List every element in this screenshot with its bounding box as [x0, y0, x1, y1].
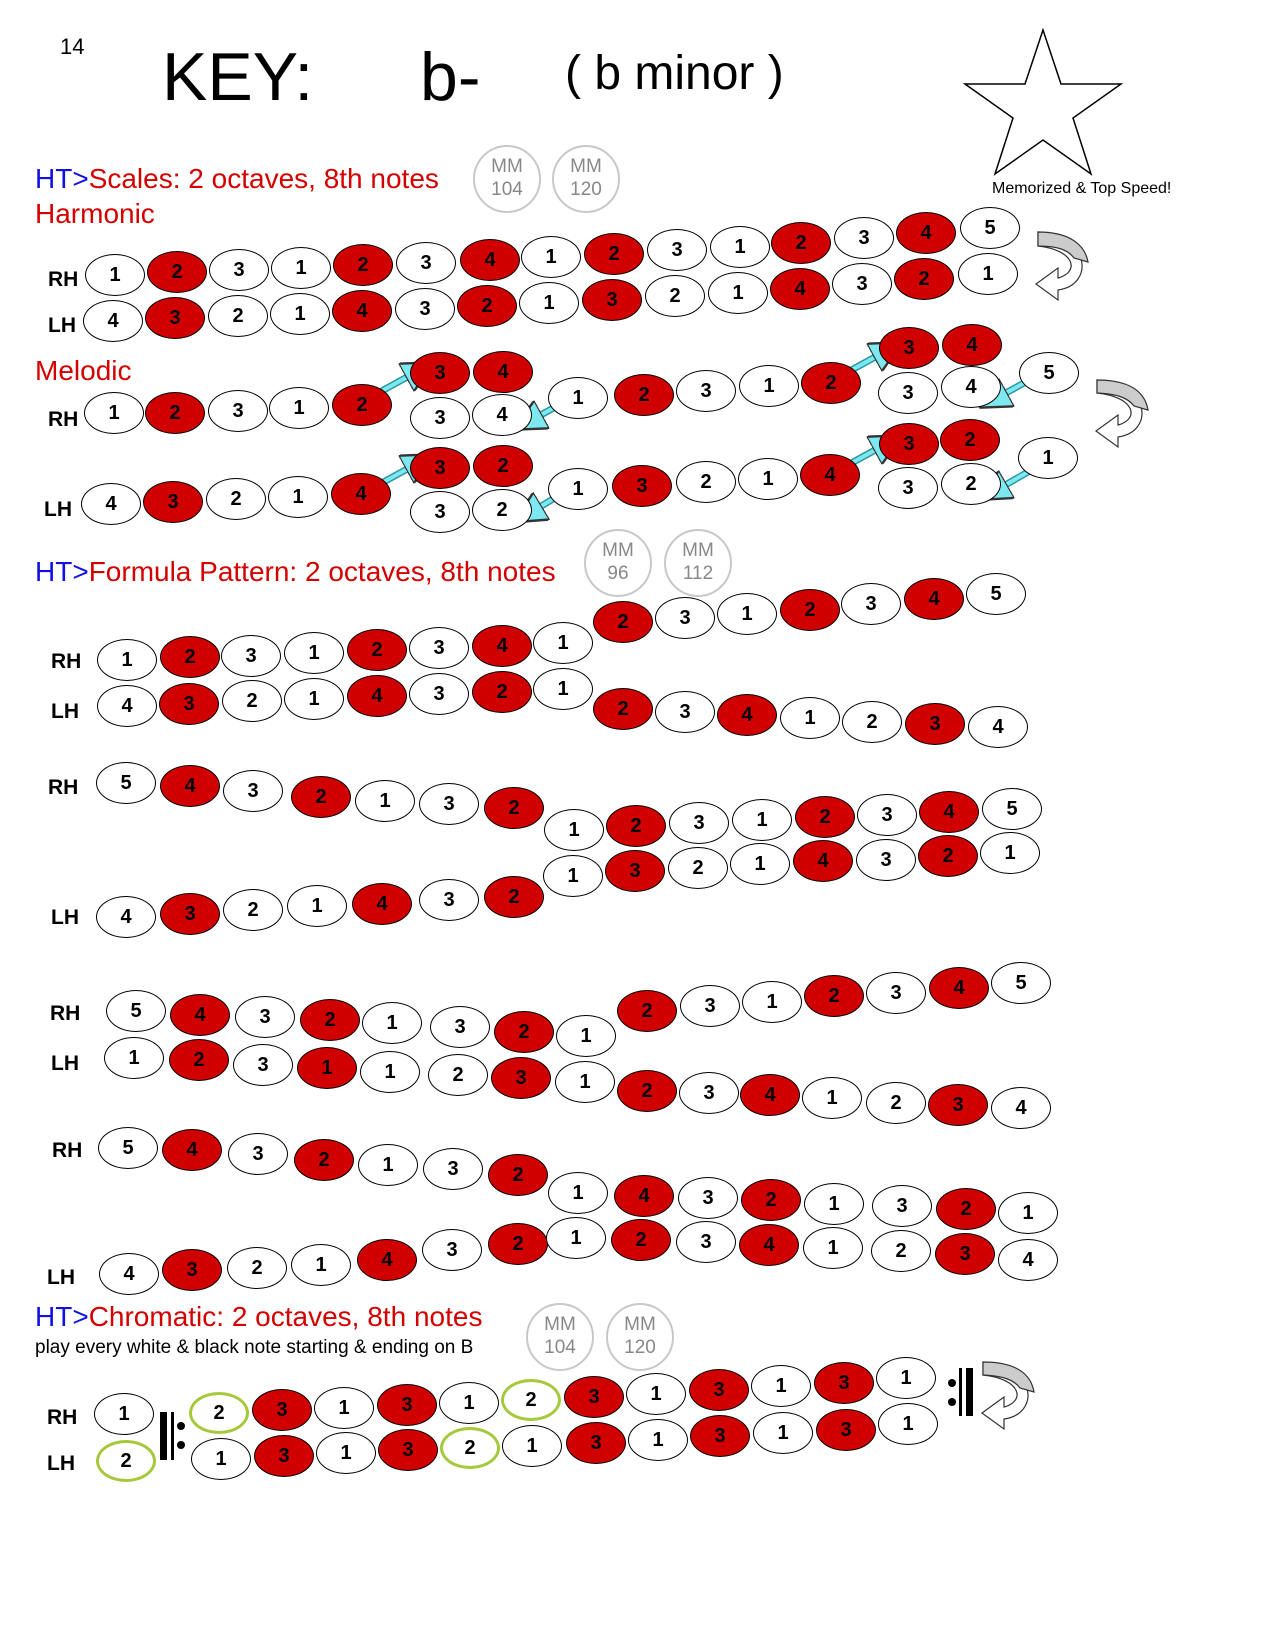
mm-badge-formula-2: MM 112	[664, 529, 732, 597]
formula-2-lh-note: 2	[668, 847, 728, 889]
formula-4-lh-note: 4	[739, 1224, 799, 1266]
melodic-lh-note: 2	[941, 463, 1001, 505]
harmonic-rh-note: 4	[896, 212, 956, 254]
chromatic-rh-note: 3	[377, 1384, 437, 1426]
rh-label: RH	[48, 776, 79, 799]
formula-3-lh-note: 2	[617, 1070, 677, 1112]
formula-4-lh-note: 1	[291, 1244, 351, 1286]
chromatic-lh-note: 3	[378, 1429, 438, 1471]
formula-3-rh-note: 1	[362, 1002, 422, 1044]
formula-3-rh-note: 5	[106, 990, 166, 1032]
formula-1-rh-note: 4	[472, 625, 532, 667]
key-name: b-	[420, 39, 481, 115]
formula-1-lh-note: 2	[593, 688, 653, 730]
formula-1-lh-note: 2	[842, 701, 902, 743]
formula-3-lh-note: 3	[233, 1044, 293, 1086]
melodic-lh-note: 2	[472, 489, 532, 531]
formula-2-rh-note: 1	[544, 809, 604, 851]
melodic-lh-note: 3	[410, 447, 470, 489]
harmonic-lh-note: 1	[519, 282, 579, 324]
harmonic-rh-note: 3	[647, 229, 707, 271]
harmonic-rh-note: 3	[834, 217, 894, 259]
lh-label: LH	[51, 906, 79, 929]
chromatic-rh-note: 3	[252, 1389, 312, 1431]
formula-1-rh-note: 1	[533, 622, 593, 664]
formula-3-rh-note: 1	[556, 1015, 616, 1057]
repeat-start-icon	[160, 1412, 185, 1460]
chromatic-rh-note: 2	[501, 1379, 561, 1421]
formula-3-rh-note: 1	[742, 981, 802, 1023]
melodic-rh-note: 3	[878, 372, 938, 414]
formula-2-lh-note: 2	[223, 889, 283, 931]
rh-label: RH	[48, 268, 79, 291]
harmonic-lh-note: 4	[770, 268, 830, 310]
melodic-rh-note: 1	[739, 365, 799, 407]
formula-3-lh-note: 1	[297, 1047, 357, 1089]
chromatic-rh-note: 1	[94, 1393, 154, 1435]
melodic-rh-note: 1	[84, 392, 144, 434]
harmonic-lh-note: 3	[832, 263, 892, 305]
chromatic-rh-note: 3	[689, 1369, 749, 1411]
formula-2-lh-note: 1	[287, 885, 347, 927]
formula-2-lh-note: 4	[352, 883, 412, 925]
harmonic-lh-note: 4	[83, 300, 143, 342]
harmonic-rh-note: 2	[147, 251, 207, 293]
chromatic-lh-note: 1	[191, 1438, 251, 1480]
formula-1-lh-note: 3	[655, 691, 715, 733]
formula-1-rh-note: 1	[97, 639, 157, 681]
mm-badge-scales-1: MM 104	[473, 145, 541, 213]
formula-1-lh-note: 4	[347, 675, 407, 717]
scales-heading: HT>Scales: 2 octaves, 8th notes	[35, 163, 439, 194]
formula-1-rh-note: 2	[593, 601, 653, 643]
melodic-lh-note: 2	[940, 419, 1000, 461]
formula-3-lh-note: 2	[428, 1054, 488, 1096]
formula-heading: HT>Formula Pattern: 2 octaves, 8th notes	[35, 556, 556, 587]
formula-4-rh-note: 5	[98, 1127, 158, 1169]
formula-4-rh-note: 1	[358, 1144, 418, 1186]
chromatic-rh-note: 1	[314, 1387, 374, 1429]
key-label: KEY:	[162, 39, 314, 115]
formula-4-lh-note: 4	[99, 1253, 159, 1295]
key-description: ( b minor )	[565, 47, 784, 100]
chromatic-lh-note: 3	[566, 1422, 626, 1464]
harmonic-lh-note: 2	[645, 275, 705, 317]
chromatic-heading: HT>Chromatic: 2 octaves, 8th notes	[35, 1301, 483, 1332]
chromatic-rh-note: 1	[751, 1365, 811, 1407]
melodic-lh-note: 4	[81, 483, 141, 525]
mm-badge-scales-2: MM 120	[552, 145, 620, 213]
formula-3-rh-note: 2	[300, 999, 360, 1041]
lh-label: LH	[51, 700, 79, 723]
formula-3-rh-note: 3	[430, 1006, 490, 1048]
rh-label: RH	[52, 1139, 83, 1162]
formula-3-lh-note: 4	[991, 1087, 1051, 1129]
formula-2-lh-note: 3	[419, 879, 479, 921]
harmonic-rh-note: 1	[271, 247, 331, 289]
harmonic-lh-note: 3	[395, 288, 455, 330]
harmonic-lh-note: 1	[958, 253, 1018, 295]
melodic-lh-note: 2	[473, 445, 533, 487]
formula-3-lh-note: 2	[169, 1039, 229, 1081]
harmonic-rh-note: 1	[521, 236, 581, 278]
melodic-lh-note: 3	[879, 423, 939, 465]
harmonic-rh-note: 1	[85, 254, 145, 296]
chromatic-lh-note: 1	[753, 1412, 813, 1454]
formula-4-lh-note: 2	[227, 1247, 287, 1289]
formula-4-rh-note: 3	[228, 1133, 288, 1175]
formula-4-lh-note: 3	[676, 1221, 736, 1263]
formula-2-rh-note: 2	[606, 805, 666, 847]
formula-4-rh-note: 4	[614, 1175, 674, 1217]
chromatic-lh-note: 3	[254, 1435, 314, 1477]
melodic-rh-note: 1	[548, 377, 608, 419]
formula-1-rh-note: 3	[655, 597, 715, 639]
rh-label: RH	[48, 408, 79, 431]
melodic-rh-note: 5	[1019, 352, 1079, 394]
chromatic-lh-note: 1	[628, 1419, 688, 1461]
chromatic-rh-note: 3	[564, 1376, 624, 1418]
formula-4-lh-note: 2	[611, 1219, 671, 1261]
formula-4-lh-note: 1	[803, 1227, 863, 1269]
formula-1-rh-note: 3	[221, 635, 281, 677]
harmonic-rh-note: 2	[771, 222, 831, 264]
formula-2-lh-note: 4	[96, 896, 156, 938]
formula-1-lh-note: 4	[968, 706, 1028, 748]
formula-1-lh-note: 1	[533, 668, 593, 710]
harmonic-rh-note: 4	[460, 239, 520, 281]
melodic-rh-note: 2	[801, 362, 861, 404]
formula-3-rh-note: 3	[866, 972, 926, 1014]
melodic-lh-note: 4	[331, 473, 391, 515]
lh-label: LH	[47, 1452, 75, 1475]
formula-1-rh-note: 2	[160, 636, 220, 678]
chromatic-rh-note: 1	[439, 1382, 499, 1424]
melodic-lh-note: 4	[800, 454, 860, 496]
lh-label: LH	[44, 498, 72, 521]
chromatic-lh-note: 3	[690, 1415, 750, 1457]
formula-1-lh-note: 4	[717, 694, 777, 736]
formula-4-lh-note: 1	[546, 1217, 606, 1259]
harmonic-lh-note: 2	[457, 285, 517, 327]
rh-label: RH	[47, 1406, 78, 1429]
formula-4-rh-note: 3	[423, 1148, 483, 1190]
formula-4-lh-note: 2	[871, 1230, 931, 1272]
formula-4-lh-note: 4	[357, 1239, 417, 1281]
formula-2-rh-note: 2	[484, 787, 544, 829]
harmonic-lh-note: 4	[332, 290, 392, 332]
formula-4-lh-note: 4	[998, 1239, 1058, 1281]
chromatic-lh-note: 1	[316, 1432, 376, 1474]
melodic-rh-note: 3	[676, 370, 736, 412]
formula-2-lh-note: 1	[980, 832, 1040, 874]
formula-2-rh-note: 2	[291, 776, 351, 818]
formula-4-lh-note: 2	[488, 1223, 548, 1265]
harmonic-label: Harmonic	[35, 198, 155, 229]
lh-label: LH	[48, 314, 76, 337]
formula-3-rh-note: 4	[170, 994, 230, 1036]
chromatic-rh-note: 1	[876, 1357, 936, 1399]
formula-1-lh-note: 3	[409, 673, 469, 715]
harmonic-lh-note: 3	[145, 297, 205, 339]
formula-2-lh-note: 4	[793, 840, 853, 882]
formula-2-lh-note: 3	[160, 893, 220, 935]
formula-3-lh-note: 1	[104, 1037, 164, 1079]
formula-4-lh-note: 3	[162, 1249, 222, 1291]
formula-1-lh-note: 2	[472, 671, 532, 713]
melodic-lh-note: 3	[878, 467, 938, 509]
formula-1-lh-note: 1	[284, 678, 344, 720]
chromatic-lh-note: 1	[502, 1425, 562, 1467]
formula-2-rh-note: 5	[982, 788, 1042, 830]
formula-2-lh-note: 2	[918, 835, 978, 877]
formula-4-lh-note: 3	[422, 1229, 482, 1271]
formula-3-lh-note: 3	[928, 1084, 988, 1126]
melodic-lh-note: 1	[738, 458, 798, 500]
harmonic-rh-note: 3	[396, 242, 456, 284]
chromatic-lh-note: 1	[878, 1403, 938, 1445]
formula-3-lh-note: 2	[866, 1082, 926, 1124]
formula-1-lh-note: 4	[97, 685, 157, 727]
formula-4-rh-note: 2	[936, 1188, 996, 1230]
formula-2-rh-note: 3	[419, 783, 479, 825]
formula-2-lh-note: 1	[730, 843, 790, 885]
harmonic-rh-note: 1	[710, 226, 770, 268]
formula-1-rh-note: 1	[284, 632, 344, 674]
chromatic-lh-note: 2	[96, 1440, 156, 1482]
melodic-label: Melodic	[35, 355, 132, 386]
melodic-lh-note: 3	[143, 481, 203, 523]
harmonic-rh-note: 3	[209, 249, 269, 291]
melodic-lh-note: 1	[1018, 437, 1078, 479]
harmonic-lh-note: 2	[208, 295, 268, 337]
melodic-rh-note: 3	[410, 352, 470, 394]
harmonic-lh-note: 1	[270, 293, 330, 335]
melodic-rh-note: 3	[879, 327, 939, 369]
melodic-rh-note: 1	[269, 387, 329, 429]
melodic-lh-note: 2	[206, 478, 266, 520]
formula-2-lh-note: 1	[543, 855, 603, 897]
melodic-lh-note: 2	[676, 461, 736, 503]
formula-1-rh-note: 2	[347, 629, 407, 671]
melodic-lh-note: 1	[268, 476, 328, 518]
melodic-lh-note: 3	[410, 491, 470, 533]
melodic-rh-note: 3	[410, 397, 470, 439]
mm-badge-chromatic-1: MM 104	[526, 1303, 594, 1371]
chromatic-rh-note: 3	[814, 1362, 874, 1404]
formula-3-rh-note: 2	[804, 975, 864, 1017]
formula-4-rh-note: 1	[548, 1172, 608, 1214]
formula-4-rh-note: 2	[294, 1139, 354, 1181]
melodic-rh-note: 2	[614, 374, 674, 416]
formula-3-lh-note: 3	[679, 1072, 739, 1114]
formula-1-lh-note: 3	[159, 683, 219, 725]
formula-4-rh-note: 1	[804, 1183, 864, 1225]
melodic-rh-note: 4	[472, 394, 532, 436]
harmonic-rh-note: 2	[584, 233, 644, 275]
lh-label: LH	[47, 1266, 75, 1289]
formula-1-rh-note: 4	[904, 578, 964, 620]
formula-3-rh-note: 3	[235, 996, 295, 1038]
formula-2-rh-note: 2	[795, 796, 855, 838]
formula-2-rh-note: 3	[857, 794, 917, 836]
rh-label: RH	[51, 650, 82, 673]
formula-2-rh-note: 3	[669, 802, 729, 844]
harmonic-rh-note: 2	[333, 244, 393, 286]
star-caption: Memorized & Top Speed!	[992, 180, 1172, 197]
formula-4-rh-note: 2	[488, 1154, 548, 1196]
melodic-rh-note: 2	[145, 392, 205, 434]
melodic-lh-note: 1	[548, 468, 608, 510]
formula-3-rh-note: 2	[494, 1011, 554, 1053]
formula-4-rh-note: 1	[998, 1192, 1058, 1234]
formula-4-rh-note: 3	[678, 1177, 738, 1219]
formula-3-lh-note: 4	[740, 1074, 800, 1116]
page-number: 14	[60, 34, 85, 59]
formula-2-rh-note: 5	[96, 762, 156, 804]
chromatic-rh-note: 1	[626, 1373, 686, 1415]
melodic-rh-note: 4	[942, 324, 1002, 366]
mm-badge-formula-1: MM 96	[584, 529, 652, 597]
formula-3-rh-note: 3	[680, 985, 740, 1027]
formula-2-lh-note: 3	[605, 850, 665, 892]
formula-4-rh-note: 3	[872, 1185, 932, 1227]
formula-3-lh-note: 1	[555, 1061, 615, 1103]
formula-2-rh-note: 4	[160, 765, 220, 807]
formula-1-rh-note: 1	[717, 593, 777, 635]
formula-3-lh-note: 1	[802, 1077, 862, 1119]
formula-1-lh-note: 3	[905, 703, 965, 745]
harmonic-lh-note: 1	[708, 272, 768, 314]
formula-1-rh-note: 2	[780, 589, 840, 631]
formula-3-lh-note: 1	[360, 1051, 420, 1093]
formula-4-lh-note: 3	[935, 1233, 995, 1275]
melodic-rh-note: 4	[941, 366, 1001, 408]
rh-label: RH	[50, 1002, 81, 1025]
repeat-end-icon	[948, 1368, 973, 1416]
chromatic-lh-note: 3	[816, 1409, 876, 1451]
formula-1-rh-note: 3	[409, 627, 469, 669]
formula-2-lh-note: 2	[484, 876, 544, 918]
formula-2-rh-note: 4	[919, 791, 979, 833]
lh-label: LH	[51, 1052, 79, 1075]
formula-1-lh-note: 1	[780, 697, 840, 739]
formula-2-rh-note: 1	[732, 799, 792, 841]
mm-badge-chromatic-2: MM 120	[606, 1303, 674, 1371]
formula-3-rh-note: 4	[929, 967, 989, 1009]
melodic-rh-note: 4	[473, 351, 533, 393]
formula-1-lh-note: 2	[222, 680, 282, 722]
melodic-rh-note: 2	[332, 384, 392, 426]
formula-4-rh-note: 2	[741, 1179, 801, 1221]
formula-2-rh-note: 3	[223, 770, 283, 812]
formula-3-lh-note: 3	[491, 1057, 551, 1099]
formula-1-rh-note: 3	[841, 583, 901, 625]
harmonic-lh-note: 2	[894, 258, 954, 300]
melodic-rh-note: 3	[208, 390, 268, 432]
formula-4-rh-note: 4	[162, 1129, 222, 1171]
chromatic-rh-note: 2	[189, 1392, 249, 1434]
formula-3-rh-note: 2	[617, 990, 677, 1032]
chromatic-lh-note: 2	[440, 1427, 500, 1469]
melodic-lh-note: 3	[612, 465, 672, 507]
formula-1-rh-note: 5	[966, 573, 1026, 615]
formula-3-rh-note: 5	[991, 962, 1051, 1004]
harmonic-lh-note: 3	[582, 279, 642, 321]
chromatic-subtitle: play every white & black note starting & ending on B	[35, 1337, 474, 1358]
formula-2-lh-note: 3	[856, 839, 916, 881]
formula-2-rh-note: 1	[355, 780, 415, 822]
harmonic-rh-note: 5	[960, 207, 1020, 249]
